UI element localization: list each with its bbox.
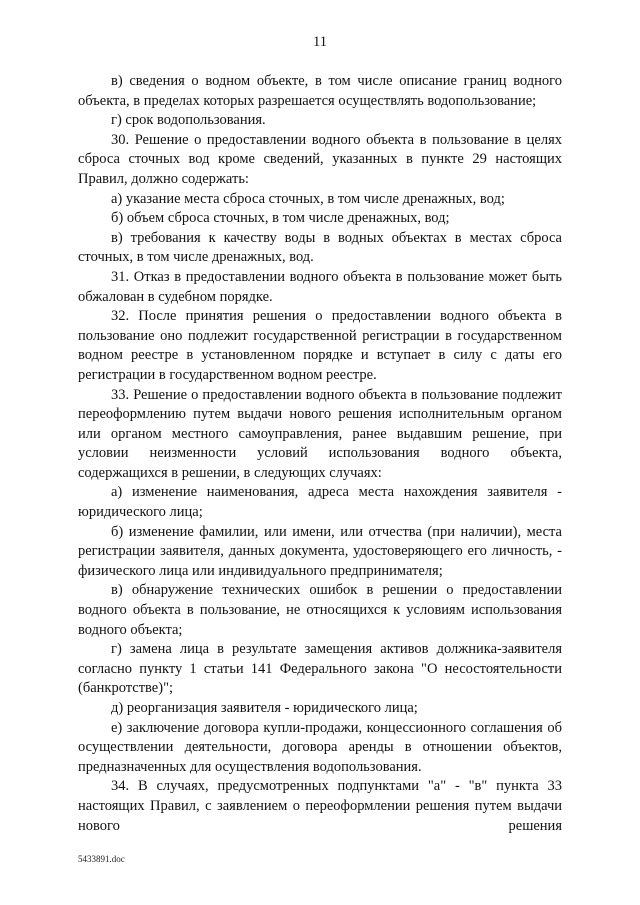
paragraph-item-v-water-body-info: в) сведения о водном объекте, в том числе описание границ водного объекта, в пределах которых разрешается осуществлять водопользование; [78, 73, 562, 109]
paragraph-33-item-b: б) изменение фамилии, или имени, или отчества (при наличии), места регистрации заявителя, данных документа, удостоверяющего его личность, - физического лица или индивидуального предпринимателя; [78, 523, 562, 579]
paragraph-33-item-d: д) реорганизация заявителя - юридического лица; [111, 700, 418, 716]
document-body [78, 72, 562, 836]
paragraph-item-g-usage-term: г) срок водопользования. [111, 112, 266, 129]
paragraph-33-item-e: е) заключение договора купли-продажи, концессионного соглашения об осуществлении деятельности, договора аренды в отношении объектов, предназначенных для осуществления водопользования. [78, 719, 562, 775]
paragraph-31: 31. Отказ в предоставлении водного объекта в пользование может быть обжалован в судебном порядке. [78, 268, 562, 305]
paragraph-33-item-g: г) замена лица в результате замещения активов должника-заявителя согласно пункту 1 статьи 141 Федерального закона "О несостоятельности (банкротстве)"; [78, 641, 562, 697]
paragraph-34: 34. В случаях, предусмотренных подпунктами "а" - "в" пункта 33 настоящих Правил, с заявлением о переоформлении решения путем выдачи нового решения [78, 778, 562, 834]
paragraph-33-item-a: а) изменение наименования, адреса места нахождения заявителя - юридического лица; [78, 484, 562, 521]
page-number: 11 [313, 34, 327, 50]
paragraph-32: 32. После принятия решения о предоставлении водного объекта в пользование оно подлежит государственной регистрации в государственном водном реестре в установленном порядке и вступает в силу с даты его регистрации в государственном водном реестре. [78, 308, 562, 383]
paragraph-item-b-discharge-volume: б) объем сброса сточных, в том числе дренажных, вод; [111, 210, 450, 227]
paragraph-item-a-discharge-location: а) указание места сброса сточных, в том числе дренажных, вод; [111, 190, 505, 207]
paragraph-30: 30. Решение о предоставлении водного объекта в пользование в целях сброса сточных вод кроме сведений, указанных в пункте 29 настоящих Правил, должно содержать: [78, 131, 562, 187]
paragraph-33: 33. Решение о предоставлении водного объекта в пользование подлежит переоформлению путем выдачи нового решения исполнительным органом или органом местного самоуправления, ранее выдавшим решение, при условии неизменности условий использования водного объекта, содержащихся в решении, в следующих случаях: [78, 386, 562, 481]
paragraph-33-item-v: в) обнаружение технических ошибок в решении о предоставлении водного объекта в пользование, не относящихся к условиям использования водного объекта; [78, 582, 562, 638]
footer-filename: 5433891.doc [78, 854, 125, 864]
paragraph-item-v-water-quality: в) требования к качеству воды в водных объектах в местах сброса сточных, в том числе дренажных, вод. [78, 229, 562, 266]
